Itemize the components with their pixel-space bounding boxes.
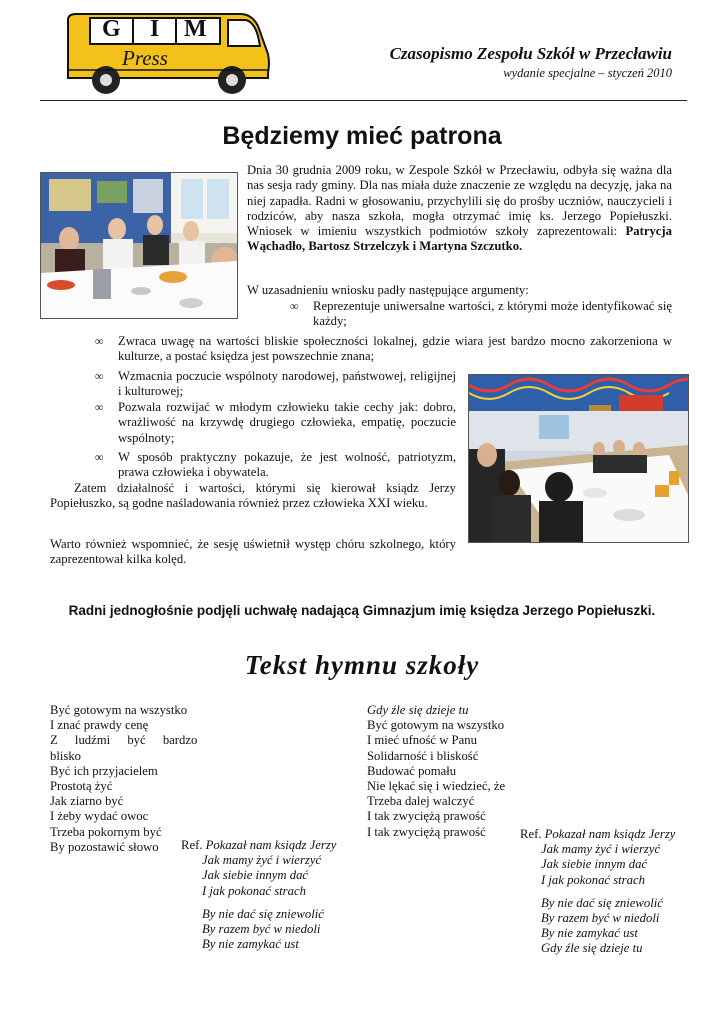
verse-line: I znać prawdy cenę xyxy=(50,718,149,733)
verse-line: Prostotą żyć xyxy=(50,779,113,794)
verse-line: I mieć ufność w Panu xyxy=(367,733,477,748)
refrain-label: Ref. xyxy=(181,838,203,852)
magazine-title: Czasopismo Zespołu Szkół w Przecławiu xyxy=(389,44,672,63)
banquet-hall-photo xyxy=(468,374,689,543)
argument-item: Pozwala rozwijać w młodym człowieku takie cechy jak: dobro, wrażliwość na krzywdę drugiego człowieka, empatię, poczucie wspólnoty; xyxy=(118,400,456,445)
verse-line: I tak zwyciężą prawość xyxy=(367,824,486,839)
refrain-line: By nie dać się zniewolić xyxy=(202,906,324,921)
bullet-icon: ∞ xyxy=(95,400,104,414)
refrain-line: By nie zamykać ust xyxy=(541,926,638,941)
presenter-names: Patrycja Wąchadło, Bartosz Strzelczyk i Martyna Szczutko. xyxy=(247,224,672,254)
logo-letter-g: G xyxy=(102,16,121,42)
anthem-title: Tekst hymnu szkoły xyxy=(244,650,480,680)
refrain-line: Jak mamy żyć i wierzyć xyxy=(541,842,661,857)
refrain-line: By nie dać się zniewolić xyxy=(541,895,663,910)
verse-line: Trzeba dalej walczyć xyxy=(367,794,475,809)
argument-item: Reprezentuje uniwersalne wartości, z którymi może identyfikować się każdy; xyxy=(313,299,672,329)
refrain-line: Gdy źle się dzieje tu xyxy=(541,941,643,956)
choir-paragraph: Warto również wspomnieć, że sesję uświetnił występ chóru szkolnego, który zaprezentował kilka kolęd. xyxy=(50,537,456,567)
argument-item: Wzmacnia poczucie wspólnoty narodowej, państwowej, religijnej i kulturowej; xyxy=(118,369,456,399)
header-divider xyxy=(40,100,687,101)
logo-letter-m: M xyxy=(184,16,207,42)
verse-line: Być gotowym na wszystko xyxy=(367,718,505,733)
refrain-line: By razem być w niedoli xyxy=(202,922,321,937)
verse-line: Trzeba pokornym być xyxy=(50,824,162,839)
bullet-icon: ∞ xyxy=(95,450,104,464)
verse-line: blisko xyxy=(50,748,82,763)
refrain-line: I jak pokonać strach xyxy=(202,883,306,898)
verse-line: Jak ziarno być xyxy=(50,794,124,809)
bullet-icon: ∞ xyxy=(95,369,104,383)
verse-line: Być ich przyjacielem xyxy=(50,763,158,778)
bullet-icon: ∞ xyxy=(95,334,104,348)
refrain-line: Pokazał nam ksiądz Jerzy xyxy=(544,827,676,841)
logo-word-press: Press xyxy=(122,46,168,70)
anthem-refrain-1 xyxy=(181,838,361,952)
argument-item: W sposób praktyczny pokazuje, że jest wolność, patriotyzm, prawa człowieka i obywatela. xyxy=(118,450,456,480)
anthem-verse-1 xyxy=(50,703,200,855)
refrain-label: Ref. xyxy=(520,827,542,841)
bullet-icon: ∞ xyxy=(290,299,299,313)
verse-line: Nie lękać się i wiedzieć, że xyxy=(367,779,506,794)
intro-text: Dnia 30 grudnia 2009 roku, w Zespole Szkół w Przecławiu, odbyła się ważna dla nas sesja rady gminy. Dla nas miała duże znaczenie ze względu na decyzję, jaka na niej zapadła. Radni w głosowaniu, przychylili się do prośby uczniów, nauczycieli i rodziców, aby nasza szkoła, mogła otrzymać imię ks. Jerzego Popiełuszki. Wniosek w imieniu wszystkich podmiotów szkoły zaprezentowali: xyxy=(247,163,672,239)
edition-line: wydanie specjalne – styczeń 2010 xyxy=(503,66,672,80)
refrain-line: Jak siebie innym dać xyxy=(541,857,648,872)
verse-line: Budować pomału xyxy=(367,763,457,778)
verse-line: Gdy źle się dzieje tu xyxy=(367,703,469,717)
argument-item: Zwraca uwagę na wartości bliskie społeczności lokalnej, gdzie wiara jest bardzo mocno zakorzeniona w kulturze, a postać księdza jest powszechnie znana; xyxy=(118,334,672,364)
article-headline: Będziemy mieć patrona xyxy=(222,122,502,150)
council-session-photo xyxy=(40,172,238,319)
conclusion-paragraph: Zatem działalność i wartości, którymi się kierował ksiądz Jerzy Popiełuszko, są godne naśladowania również przez człowieka XXI wieku. xyxy=(50,481,456,511)
refrain-line: By razem być w niedoli xyxy=(541,911,660,926)
refrain-line: Jak siebie innym dać xyxy=(202,868,309,883)
refrain-line: I jak pokonać strach xyxy=(541,872,645,887)
verse-line xyxy=(50,733,196,748)
refrain-line: Jak mamy żyć i wierzyć xyxy=(202,853,322,868)
verse-line: By pozostawić słowo xyxy=(50,839,159,854)
refrain-line: Pokazał nam ksiądz Jerzy xyxy=(205,838,337,852)
verse-line: I żeby wydać owoc xyxy=(50,809,149,824)
resolution-statement: Radni jednogłośnie podjęli uchwałę nadającą Gimnazjum imię księdza Jerzego Popiełuszki. xyxy=(68,603,656,618)
verse-line-text: Z ludźmi być bardzo xyxy=(50,733,198,748)
logo-letter-i: I xyxy=(150,16,160,42)
anthem-refrain-2 xyxy=(520,827,700,957)
intro-paragraph xyxy=(247,163,672,255)
refrain-line: By nie zamykać ust xyxy=(202,937,299,952)
verse-line: Być gotowym na wszystko xyxy=(50,703,188,717)
arguments-intro: W uzasadnieniu wniosku padły następujące argumenty: xyxy=(247,283,529,297)
verse-line: I tak zwyciężą prawość xyxy=(367,809,486,824)
verse-line: Solidarność i bliskość xyxy=(367,748,479,763)
gim-press-bus-logo xyxy=(62,12,272,96)
anthem-verse-2 xyxy=(367,703,527,840)
